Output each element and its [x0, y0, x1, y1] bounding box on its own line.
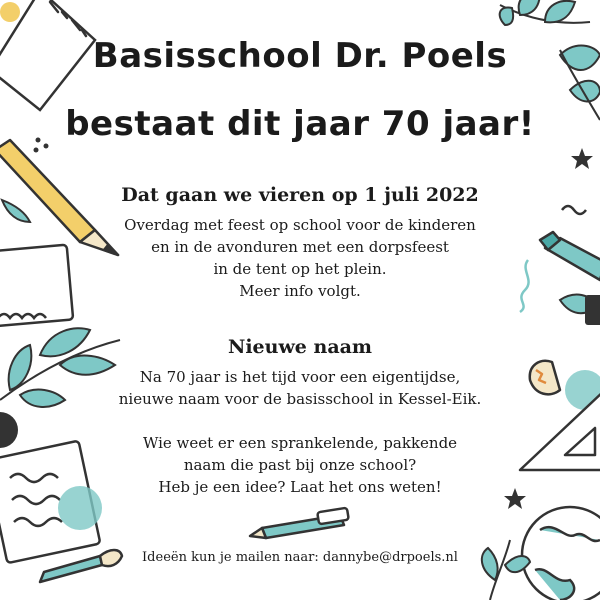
page-title-line-1: Basisschool Dr. Poels — [92, 36, 508, 76]
highlighter-icon — [540, 232, 600, 280]
pen-icon — [250, 508, 349, 538]
dark-shape-decoration — [585, 295, 600, 325]
new-name-line: Heb je een idee? Laat het ons weten! — [158, 478, 442, 496]
page-title-line-2: bestaat dit jaar 70 jaar! — [65, 104, 535, 144]
contact-footer: Ideeën kun je mailen naar: dannybe@drpoels.nl — [142, 550, 458, 565]
notebook-icon — [0, 441, 102, 563]
celebration-line: Meer info volgt. — [239, 282, 361, 300]
celebration-heading: Dat gaan we vieren op 1 juli 2022 — [121, 184, 479, 206]
new-name-line: nieuwe naam voor de basisschool in Kessel-Eik. — [118, 390, 482, 408]
new-name-line: naam die past bij onze school? — [183, 456, 417, 474]
new-name-heading: Nieuwe naam — [227, 336, 373, 358]
globe-icon — [522, 507, 600, 600]
new-name-line: Na 70 jaar is het tijd voor een eigentijdse, — [139, 368, 461, 386]
dots-decoration — [34, 138, 49, 153]
crayon-shavings-icon — [530, 361, 600, 410]
celebration-line: en in de avonduren met een dorpsfeest — [151, 238, 449, 256]
new-name-line — [100, 410, 500, 432]
squiggle-decoration — [562, 206, 586, 214]
new-name-section — [100, 336, 500, 498]
leaf-icon — [2, 200, 30, 222]
squiggle-decoration — [520, 260, 529, 312]
notebook-icon — [0, 245, 73, 327]
dot-decoration — [0, 412, 18, 448]
celebration-line: in de tent op het plein. — [213, 260, 387, 278]
celebration-line: Overdag met feest op school voor de kinderen — [124, 216, 476, 234]
celebration-section — [100, 184, 500, 302]
new-name-line: Wie weet er een sprankelende, pakkende — [142, 434, 458, 452]
